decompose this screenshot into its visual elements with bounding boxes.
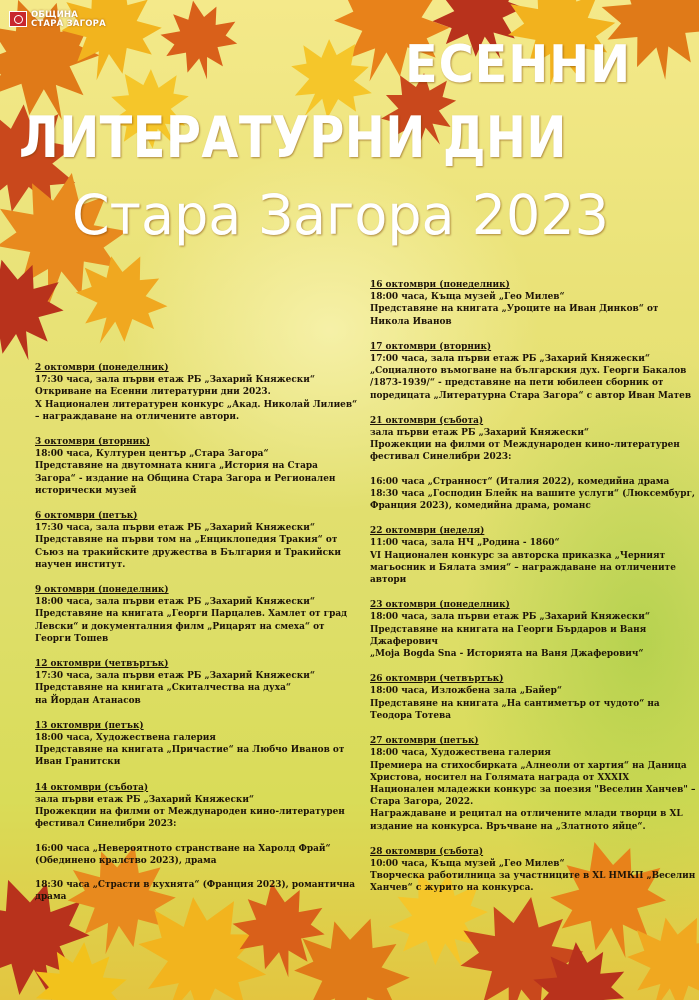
event-detail-line: Национален младежки конкурс за поезия "Веселин Ханчев" – (370, 783, 696, 795)
event-date: 23 октомври (понеделник) (370, 599, 510, 611)
event-detail-line: – награждаване на отличените автори. (35, 410, 240, 422)
event-detail-line: Никола Иванов (370, 315, 452, 327)
event-detail-line: X Национален литературен конкурс „Акад. Николай Лилиев“ (35, 398, 358, 410)
event-item (35, 510, 342, 571)
program-column-left (35, 362, 358, 916)
event-date: 21 октомври (събота) (370, 414, 484, 426)
event-detail-line: Представяне на книгата „Уроците на Иван Динков“ от (370, 303, 659, 315)
event-date: 26 октомври (четвъртък) (370, 673, 504, 685)
event-item (370, 340, 692, 402)
event-detail-line: Съюз на тракийските дружества в България и Тракийски (35, 546, 342, 558)
title-line-1: ЕСЕННИ (405, 35, 632, 95)
event-detail-line: Джаферович (370, 635, 438, 647)
event-detail-line: Франция 2023), комедийна драма, романс (370, 500, 591, 512)
event-detail-line: 18:30 часа „Господин Блейк на вашите услуги“ (Люксембург, (370, 487, 696, 499)
event-item (370, 279, 661, 328)
event-date: 27 октомври (петък) (370, 735, 479, 747)
event-detail-line: (Обединено кралство 2023), драма (35, 854, 217, 866)
event-detail-line: научен институт. (35, 558, 126, 570)
event-date: 6 октомври (петък) (35, 510, 138, 522)
event-detail-line: 18:00 часа, Изложбена зала „Байер“ (370, 685, 563, 697)
event-detail-line: магьосник и Бялата змия“ – награждаване на отличените (370, 561, 676, 573)
event-detail-line: „Социалното въмогване на българския дух. Георги Бакалов (370, 365, 687, 377)
event-detail-line: драма (35, 891, 67, 903)
event-date: 17 октомври (вторник) (370, 340, 492, 352)
event-detail-line: Награждаване и рецитал на отличените млади творци в XL (370, 808, 683, 820)
event-detail-line: 17:30 часа, зала първи етаж РБ „Захарий Княжески“ (35, 374, 315, 386)
event-detail-line: 16:00 часа „Невероятното странстване на Харолд Фрай“ (35, 842, 331, 854)
event-detail-line: 17:30 часа, зала първи етаж РБ „Захарий Княжески“ (35, 522, 315, 534)
event-detail-line: Представяне на книгата на Георги Бърдаров и Ваня (370, 623, 647, 635)
program-column-right (370, 279, 696, 908)
event-detail-line: Прожекции на филми от Международен кино-литературен (370, 439, 680, 451)
title-line-3: Стара Загора 2023 (72, 183, 609, 247)
event-detail-line: /1873-1939/“ - представяне на пети юбилеен сборник от (370, 377, 664, 389)
event-detail-line: Георги Тошев (35, 632, 109, 644)
event-date: 12 октомври (четвъртък) (35, 658, 169, 670)
event-detail-line: „Moja Bogda Sna - Историята на Ваня Джаферович“ (370, 648, 644, 660)
event-detail-line: зала първи етаж РБ „Захарий Княжески“ (35, 793, 255, 805)
event-detail-line: на Йордан Атанасов (35, 694, 141, 706)
event-detail-line: фестивал Синелибри 2023: (370, 451, 512, 463)
event-item (35, 719, 345, 769)
event-item (370, 673, 661, 722)
event-detail-line: 16:00 часа „Странност“ (Италия 2022), комедийна драма (370, 475, 670, 487)
event-detail-line: 18:00 часа, Художествена галерия (35, 732, 216, 744)
event-detail-line: 10:00 часа, Къща музей „Гео Милев“ (370, 857, 565, 869)
event-detail-line: фестивал Синелибри 2023: (35, 818, 177, 830)
logo-line-1: ОБЩИНА (31, 10, 78, 20)
logo-text (31, 11, 106, 29)
event-item (370, 845, 696, 895)
event-spacer (35, 867, 326, 879)
event-detail-line: 18:00 часа, зала първи етаж РБ „Захарий Княжески“ (35, 596, 315, 608)
event-detail-line: Представяне на първи том на „Енциклопедия Тракия“ от (35, 534, 338, 546)
event-detail-line: Ханчев“ с журито на конкурса. (370, 882, 534, 894)
event-item (35, 436, 336, 497)
event-item (35, 584, 348, 645)
event-item (35, 781, 356, 904)
event-detail-line: издание на конкурса. Връчване на „Златното яйце“. (370, 820, 646, 832)
event-date: 2 октомври (понеделник) (35, 362, 169, 373)
event-detail-line: 11:00 часа, зала НЧ „Родина - 1860“ (370, 537, 560, 549)
event-date: 3 октомври (вторник) (35, 436, 150, 448)
event-detail-line: Представяне на книгата „Скиталчества на духа“ (35, 682, 291, 694)
event-date: 16 октомври (понеделник) (370, 279, 510, 290)
event-date: 14 октомври (събота) (35, 781, 149, 793)
event-detail-line: Откриване на Есенни литературни дни 2023. (35, 386, 271, 398)
event-item (370, 414, 696, 512)
event-detail-line: Иван Гранитски (35, 756, 121, 768)
event-detail-line: Стара Загора, 2022. (370, 796, 474, 808)
event-detail-line: Представяне на двутомната книга „История на Стара (35, 460, 318, 472)
event-detail-line: Представяне на книгата „На сантиметър от чудото“ на (370, 697, 660, 709)
event-detail-line: поредицата „Литературна Стара Загора“ с автор Иван Матев (370, 389, 692, 401)
event-detail-line: автори (370, 574, 407, 586)
event-detail-line: Левски“ и документалния филм „Рицарят на смеха“ от (35, 620, 325, 632)
event-date: 13 октомври (петък) (35, 719, 144, 731)
event-item (370, 599, 661, 660)
event-detail-line: Загора“ - издание на Община Стара Загора и Регионален (35, 472, 336, 484)
event-detail-line: Прожекции на филми от Международен кино-литературен (35, 806, 345, 818)
event-detail-line: Творческа работилница за участниците в XL НМКП „Веселин (370, 870, 696, 882)
event-detail-line: 18:30 часа „Страсти в кухнята“ (Франция 2023), романтична (35, 878, 356, 890)
municipality-logo (9, 11, 106, 29)
event-detail-line: зала първи етаж РБ „Захарий Княжески“ (370, 427, 590, 439)
coat-of-arms-icon (9, 11, 27, 27)
event-date: 28 октомври (събота) (370, 845, 484, 857)
logo-line-2: СТАРА ЗАГОРА (31, 19, 106, 29)
event-detail-line: 18:00 часа, зала първи етаж РБ „Захарий Княжески“ (370, 611, 650, 623)
event-detail-line: Представяне на книгата „Георги Парцалев. Хамлет от град (35, 608, 348, 620)
event-detail-line: Христова, носител на Голямата награда от XXXIX (370, 771, 630, 783)
event-detail-line: 17:30 часа, зала първи етаж РБ „Захарий Княжески“ (35, 670, 315, 682)
title-line-2: ЛИТЕРАТУРНИ ДНИ (19, 105, 567, 171)
event-spacer (35, 831, 326, 843)
event-detail-line: исторически музей (35, 484, 137, 496)
event-detail-line: Представяне на книгата „Причастие“ на Любчо Иванов от (35, 744, 345, 756)
event-item (35, 658, 326, 707)
event-item (35, 362, 358, 423)
event-detail-line: 18:00 часа, Художествена галерия (370, 747, 551, 759)
event-detail-line: Премиера на стихосбирката „Алнеоли от хартия“ на Даница (370, 759, 687, 771)
event-detail-line: 17:00 часа, зала първи етаж РБ „Захарий Княжески“ (370, 353, 650, 365)
event-detail-line: 18:00 часа, Културен център „Стара Загора“ (35, 448, 269, 460)
event-date: 22 октомври (неделя) (370, 525, 485, 537)
event-spacer (370, 464, 661, 476)
event-item (370, 525, 676, 586)
event-detail-line: Теодора Тотева (370, 709, 451, 721)
event-item (370, 735, 696, 833)
event-date: 9 октомври (понеделник) (35, 584, 169, 596)
event-detail-line: VI Национален конкурс за авторска приказка „Черният (370, 549, 666, 561)
event-detail-line: 18:00 часа, Къща музей „Гео Милев“ (370, 291, 565, 303)
